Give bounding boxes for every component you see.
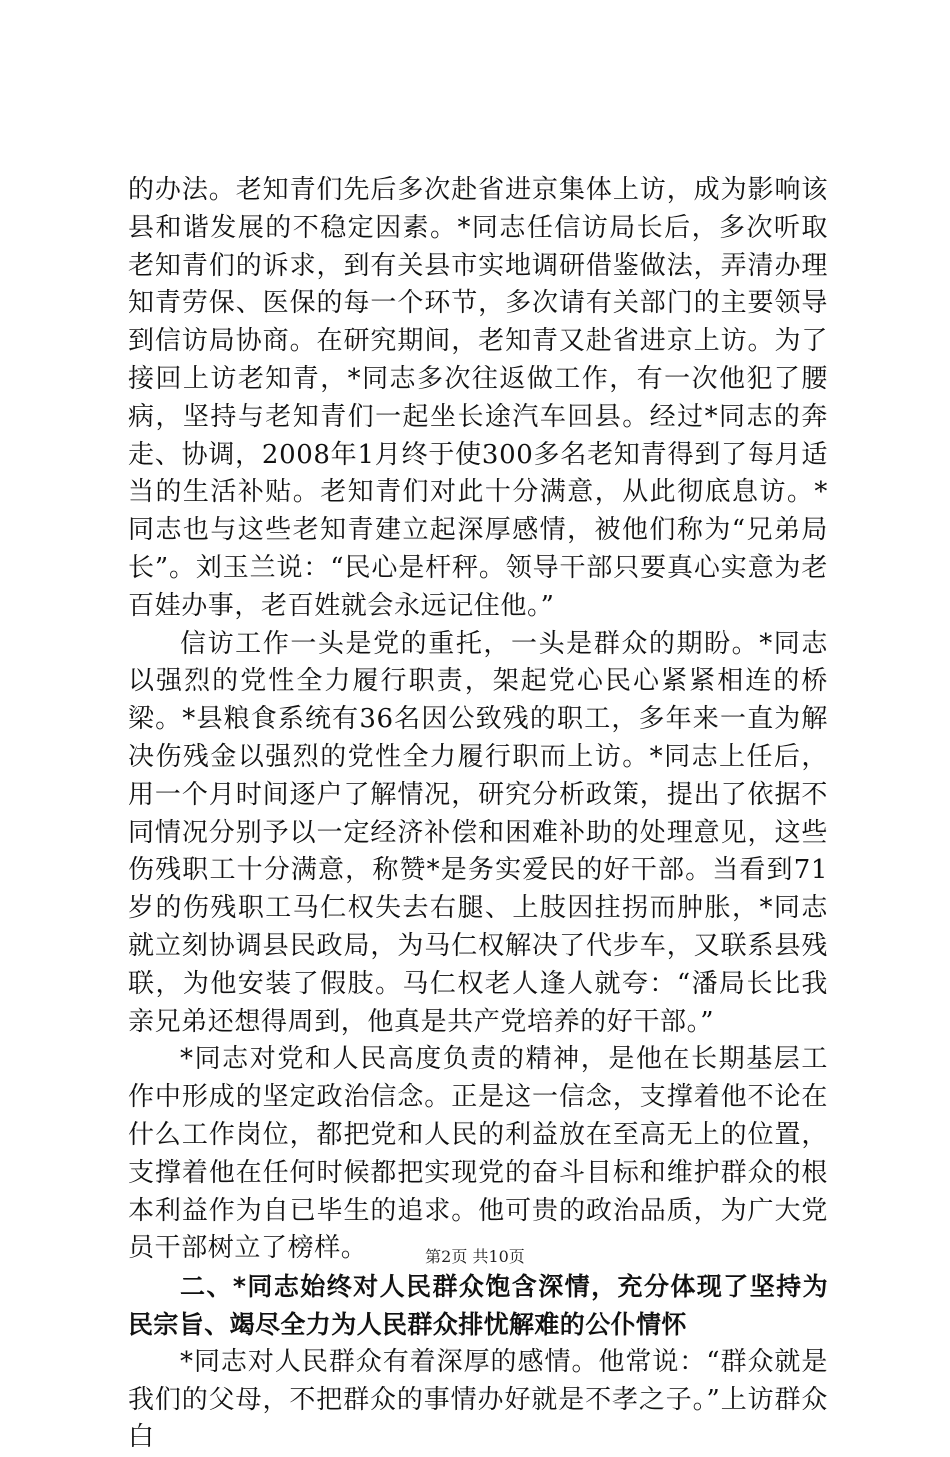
- body-paragraph: 信访工作一头是党的重托，一头是群众的期盼。*同志以强烈的党性全力履行职责，架起党心民心紧紧相连的桥梁。*县粮食系统有36名因公致残的职工，多年来一直为解决伤残金以强烈的党性全力履行职而上访。*同志上任后，用一个月时间逐户了解情况，研究分析政策，提出了依据不同情况分别予以一定经济补偿和困难补助的处理意见，这些伤残职工十分满意，称赞*是务实爱民的好干部。当看到71岁的伤残职工马仁权失去右腿、上肢因拄拐而肿胀，*同志就立刻协调县民政局，为马仁权解决了代步车，又联系县残联，为他安装了假肢。马仁权老人逢人就夸：“潘局长比我亲兄弟还想得周到，他真是共产党培养的好干部。”: [128, 628, 828, 1037]
- section-heading: 二、*同志始终对人民群众饱含深情，充分体现了坚持为民宗旨、竭尽全力为人民群众排忧解难的公仆情怀: [128, 1272, 828, 1339]
- body-paragraph: 的办法。老知青们先后多次赴省进京集体上访，成为影响该县和谐发展的不稳定因素。*同志任信访局长后，多次听取老知青们的诉求，到有关县市实地调研借鉴做法，弄清办理知青劳保、医保的每一个环节，多次请有关部门的主要领导到信访局协商。在研究期间，老知青又赴省进京上访。为了接回上访老知青，*同志多次往返做工作，有一次他犯了腰病，坚持与老知青们一起坐长途汽车回县。经过*同志的奔走、协调，2008年1月终于使300多名老知青得到了每月适当的生活补贴。老知青们对此十分满意，从此彻底息访。*同志也与这些老知青建立起深厚感情，被他们称为“兄弟局长”。刘玉兰说：“民心是杆秤。领导干部只要真心实意为老百娃办事，老百姓就会永远记住他。”: [128, 175, 828, 621]
- body-paragraph: *同志对人民群众有着深厚的感情。他常说：“群众就是我们的父母，不把群众的事情办好就是不孝之子。”上访群众白: [128, 1346, 828, 1453]
- body-paragraph: *同志对党和人民高度负责的精神，是他在长期基层工作中形成的坚定政治信念。正是这一信念，支撑着他不论在什么工作岗位，都把党和人民的利益放在至高无上的位置，支撑着他在任何时候都把实现党的奋斗目标和维护群众的根本利益作为自已毕生的追求。他可贵的政治品质，为广大党员干部树立了榜样。: [128, 1044, 828, 1264]
- page-footer: 第2页 共10页: [425, 1247, 525, 1266]
